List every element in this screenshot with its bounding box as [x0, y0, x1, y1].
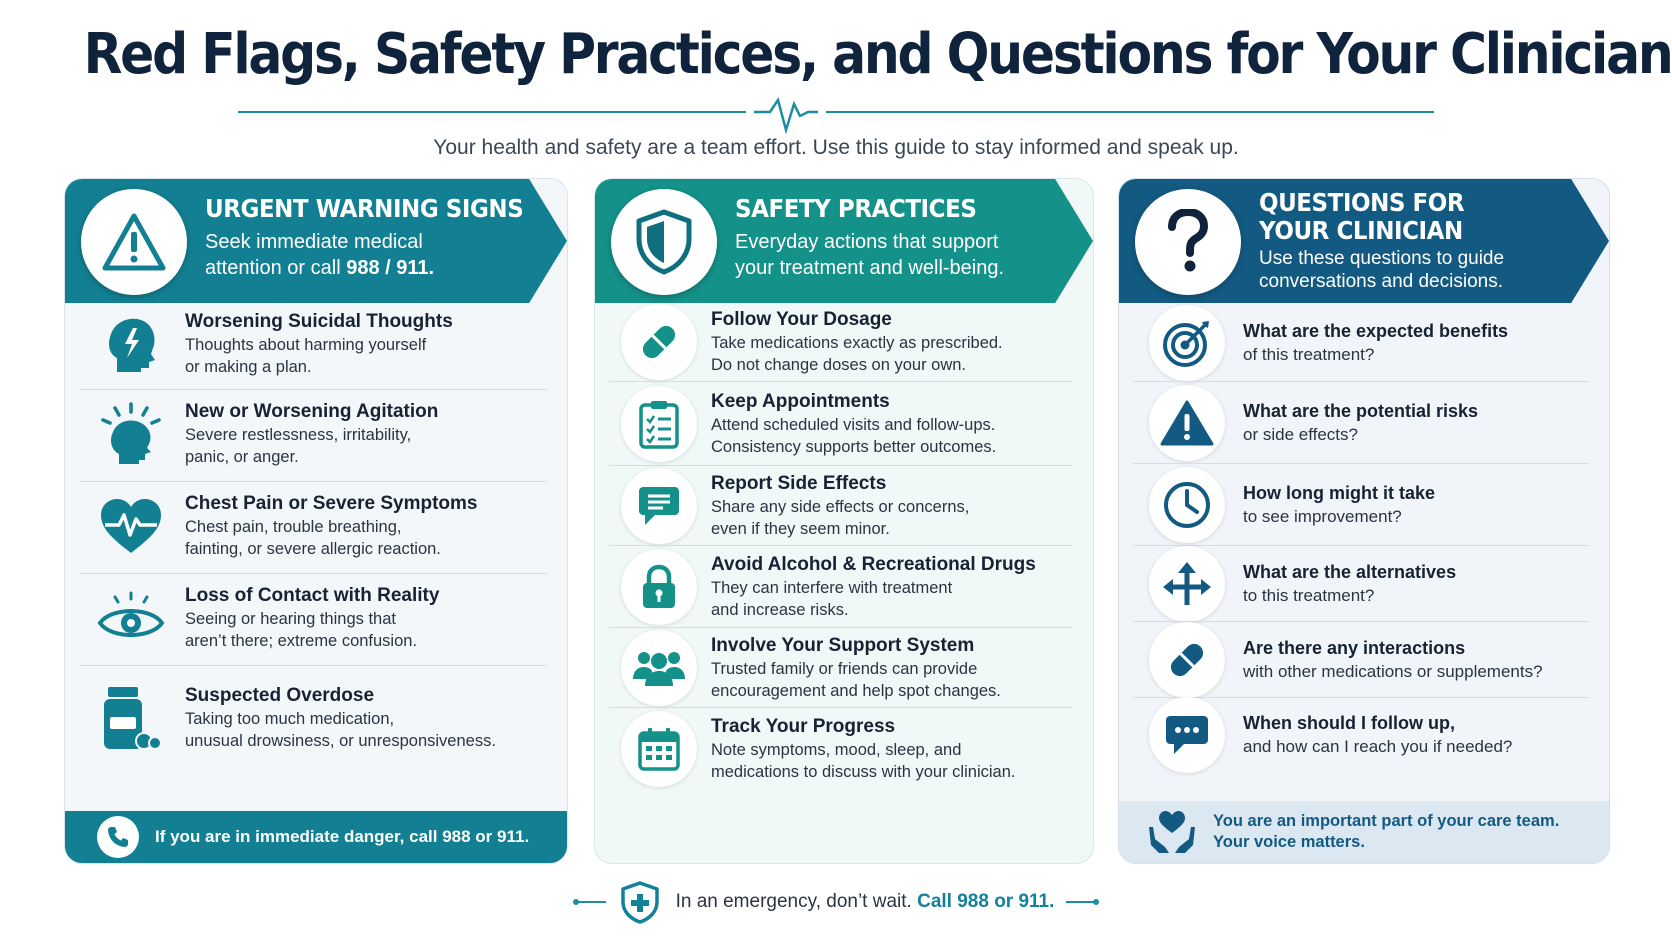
warning-item: Suspected Overdose Taking too much medication, unusual drowsiness, or unresponsiveness.: [77, 677, 549, 759]
safety-item: Involve Your Support System Trusted family or friends can provide encouragement and help spot changes.: [607, 633, 1075, 703]
pill-bottle-icon: [100, 685, 162, 751]
question-item: What are the expected benefits of this treatment?: [1131, 309, 1591, 377]
questions-card-header: [1119, 179, 1609, 303]
phone-badge: [97, 816, 139, 858]
clock-icon: [1162, 480, 1212, 530]
warning-item: Worsening Suicidal Thoughts Thoughts about harming yourself or making a plan.: [77, 307, 549, 381]
questions-card-title-line2: YOUR CLINICIAN: [1259, 216, 1463, 245]
capsule-icon: [1164, 637, 1210, 683]
warning-card-title: URGENT WARNING SIGNS: [205, 194, 524, 223]
danger-text: If you are in immediate danger, call 988 or 911.: [155, 827, 530, 846]
question-item: How long might it take to see improvement?: [1131, 469, 1591, 541]
questions-header-badge: [1135, 189, 1241, 295]
safety-card-title: SAFETY PRACTICES: [735, 194, 977, 223]
warning-item: Chest Pain or Severe Symptoms Chest pain, trouble breathing, fainting, or severe allergic reaction.: [77, 489, 549, 563]
safety-item: Avoid Alcohol & Recreational Drugs They can interfere with treatment and increase risks.: [607, 551, 1075, 623]
heart-pulse-icon: [99, 497, 163, 555]
care-team-line1: You are an important part of your care team.: [1213, 812, 1560, 830]
safety-practices-card: [594, 178, 1094, 864]
questions-card-subtitle: Use these questions to guide conversations and decisions.: [1259, 248, 1505, 292]
safety-item: Report Side Effects Share any side effects or concerns, even if they seem minor.: [607, 471, 1075, 541]
question-item: When should I follow up, and how can I reach you if needed?: [1131, 699, 1591, 771]
head-alert-icon: [103, 314, 159, 374]
safety-item: Keep Appointments Attend scheduled visits and follow-ups. Consistency supports better outcomes.: [607, 387, 1075, 461]
warning-triangle-icon: [1160, 399, 1214, 447]
question-item: What are the potential risks or side effects?: [1131, 387, 1591, 459]
safety-header-badge: [611, 189, 717, 295]
safety-card-header: [595, 179, 1093, 303]
agitated-head-icon: [99, 402, 163, 466]
care-team-bar: [1119, 801, 1609, 863]
target-icon: [1162, 318, 1212, 368]
footer-text: In an emergency, don’t wait. Call 988 or 911.: [675, 891, 1055, 912]
chat-bubble-icon: [637, 485, 681, 527]
people-group-icon: [632, 649, 686, 687]
safety-item: Follow Your Dosage Take medications exactly as prescribed. Do not change doses on your own.: [607, 307, 1075, 377]
footer-line-left: [572, 897, 608, 907]
split-arrows-icon: [1162, 561, 1212, 607]
calendar-icon: [637, 727, 681, 771]
warning-card-header: [65, 179, 567, 303]
question-mark-icon: [1166, 209, 1210, 275]
eye-icon: [97, 591, 165, 645]
shield-plus-icon: [618, 880, 662, 924]
safety-item: Track Your Progress Note symptoms, mood, sleep, and medications to discuss with your clinician.: [607, 713, 1075, 785]
warning-item: Loss of Contact with Reality Seeing or hearing things that aren’t there; extreme confusion.: [77, 581, 549, 655]
heartbeat-divider: [238, 96, 1434, 136]
care-team-line2: Your voice matters.: [1213, 833, 1365, 851]
danger-call-bar: [65, 811, 567, 863]
chat-dots-icon: [1164, 714, 1210, 756]
questions-card-title: QUESTIONS FOR: [1259, 188, 1465, 217]
clipboard-checklist-icon: [638, 399, 680, 449]
warning-triangle-icon: [101, 212, 167, 272]
capsule-icon: [636, 319, 682, 365]
warning-item: New or Worsening Agitation Severe restlessness, irritability, panic, or anger.: [77, 397, 549, 471]
question-item: What are the alternatives to this treatment?: [1131, 549, 1591, 619]
emergency-footer: [0, 880, 1672, 924]
safety-card-subtitle: Everyday actions that support your treatment and well-being.: [735, 231, 1005, 279]
hands-heart-icon: [1147, 809, 1197, 855]
warning-signs-card: [64, 178, 568, 864]
page-title: Red Flags, Safety Practices, and Questions for Your Clinician: [83, 22, 1672, 87]
padlock-icon: [640, 564, 678, 610]
phone-icon: [106, 825, 130, 849]
page-subtitle: Your health and safety are a team effort. Use this guide to stay informed and speak up.: [433, 136, 1239, 159]
warning-header-badge: [81, 189, 187, 295]
question-item: Are there any interactions with other medications or supplements?: [1131, 625, 1591, 695]
questions-card: [1118, 178, 1610, 864]
shield-icon: [635, 209, 693, 275]
footer-line-right: [1064, 897, 1100, 907]
warning-card-subtitle: Seek immediate medical attention or call 988 / 911.: [205, 231, 435, 279]
